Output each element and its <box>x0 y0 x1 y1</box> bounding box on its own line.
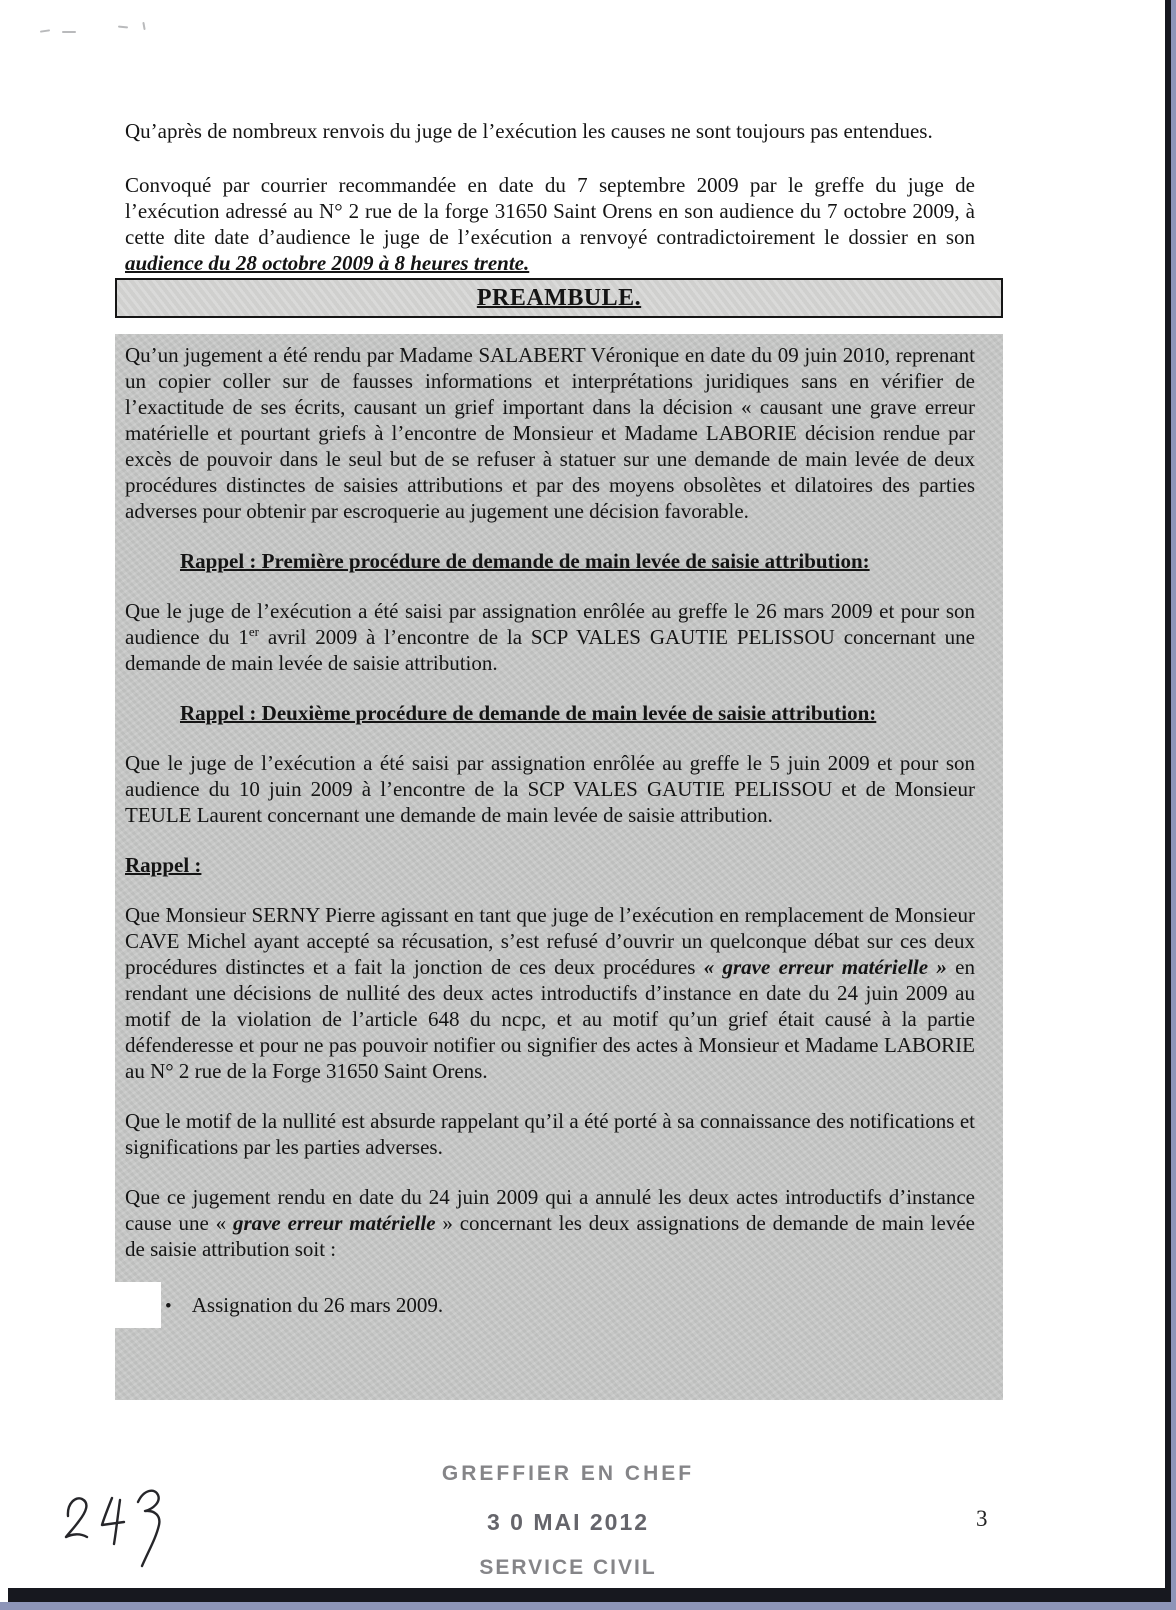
stamp-service-civil: SERVICE CIVIL <box>479 1556 657 1579</box>
para-premiere-procedure: Que le juge de l’exécution a été saisi par assignation enrôlée au greffe le 26 mars 2009 et pour son audience du 1er avril 2009 à l’encontre de la SCP VALES GAUTIE PELISSOU concernant une demande de main levée de saisie attribution. <box>125 599 976 675</box>
pencil-marks <box>40 24 170 38</box>
para-motif-nullite: Que le motif de la nullité est absurde rappelant qu’il a été porté à sa connaissance des notifications et significations par les parties adverses. <box>125 1109 975 1159</box>
scanned-gray-block <box>115 334 1003 1400</box>
para-jugement-24-juin: Que ce jugement rendu en date du 24 juin 2009 qui a annulé les deux actes introductifs d’instance cause une « grave erreur matérielle » concernant les deux assignations de demande de main levée de saisie attribution soit : <box>125 1185 975 1261</box>
white-notch <box>115 1282 161 1328</box>
heading-rappel-premiere: Rappel : Première procédure de demande de main levée de saisie attribution: <box>180 549 870 573</box>
page-number: 3 <box>976 1506 988 1531</box>
para-serny: Que Monsieur SERNY Pierre agissant en tant que juge de l’exécution en remplacement de Monsieur CAVE Michel ayant accepté sa récusation, s’est refusé d’ouvrir un quelconque débat sur ces deux procédures distinctes et a fait la jonction de ces deux procédures « grave erreur matérielle » en rendant une décisions de nullité des deux actes introductifs d’instance en date du 24 juin 2009 au motif de la violation de l’article 648 du ncpc, et au motif qu’un grief était causé à la partie défenderesse et pour ne pas pouvoir notifier ou signifier des actes à Monsieur et Madame LABORIE au N° 2 rue de la Forge 31650 Saint Orens. <box>125 903 975 1083</box>
para-convocation: Convoqué par courrier recommandée en date du 7 septembre 2009 par le greffe du juge de l’exécution adressé au N° 2 rue de la forge 31650 Saint Orens en son audience du 7 octobre 2009, à cette dite date d’audience le juge de l’exécution a renvoyé contradictoirement le dossier en son audience du 28 octobre 2009 à 8 heures trente. <box>125 173 975 275</box>
stamp-date: 3 0 MAI 2012 <box>486 1509 650 1535</box>
bullet-assignation: Assignation du 26 mars 2009. <box>191 1293 444 1317</box>
preambule-title: PREAMBULE. <box>476 284 642 311</box>
scan-edge-right-outer <box>1171 0 1176 1610</box>
intro-section <box>125 118 975 276</box>
handwritten-number <box>52 1476 178 1572</box>
bullet-assignation-row <box>125 1292 975 1320</box>
heading-rappel-deuxieme: Rappel : Deuxième procédure de demande de main levée de saisie attribution: <box>180 701 877 725</box>
preambule-banner <box>115 278 1003 318</box>
bullet-icon: • <box>165 1296 172 1317</box>
stamp-greffier-en-chef: GREFFIER EN CHEF <box>441 1462 695 1485</box>
para-renvois: Qu’après de nombreux renvois du juge de l’exécution les causes ne sont toujours pas entendues. <box>125 119 933 143</box>
scan-edge-bottom <box>8 1588 1168 1602</box>
para-deuxieme-procedure: Que le juge de l’exécution a été saisi par assignation enrôlée au greffe le 5 juin 2009 et pour son audience du 10 juin 2009 à l’encontre de la SCP VALES GAUTIE PELISSOU et de Monsieur TEULE Laurent concernant une demande de main levée de saisie attribution. <box>125 751 975 827</box>
heading-rappel: Rappel : <box>125 853 202 877</box>
para-jugement-salabert: Qu’un jugement a été rendu par Madame SALABERT Véronique en date du 09 juin 2010, reprenant un copier coller sur de fausses informations et interprétations juridiques sans en vérifier de l’exactitude de ses écrits, causant un grief important dans la décision « causant une grave erreur matérielle et pourtant griefs à l’encontre de Monsieur et Madame LABORIE décision rendue par excès de pouvoir dans le seul but de se refuser à statuer sur une demande de main levée de deux procédures distinctes de saisies attributions et par des moyens obsolètes et dilatoires des parties adverses pour obtenir par escroquerie au jugement une décision favorable. <box>125 343 975 523</box>
scan-edge-bottom-outer <box>0 1602 1176 1610</box>
handwritten-243-drawing <box>52 1476 178 1572</box>
